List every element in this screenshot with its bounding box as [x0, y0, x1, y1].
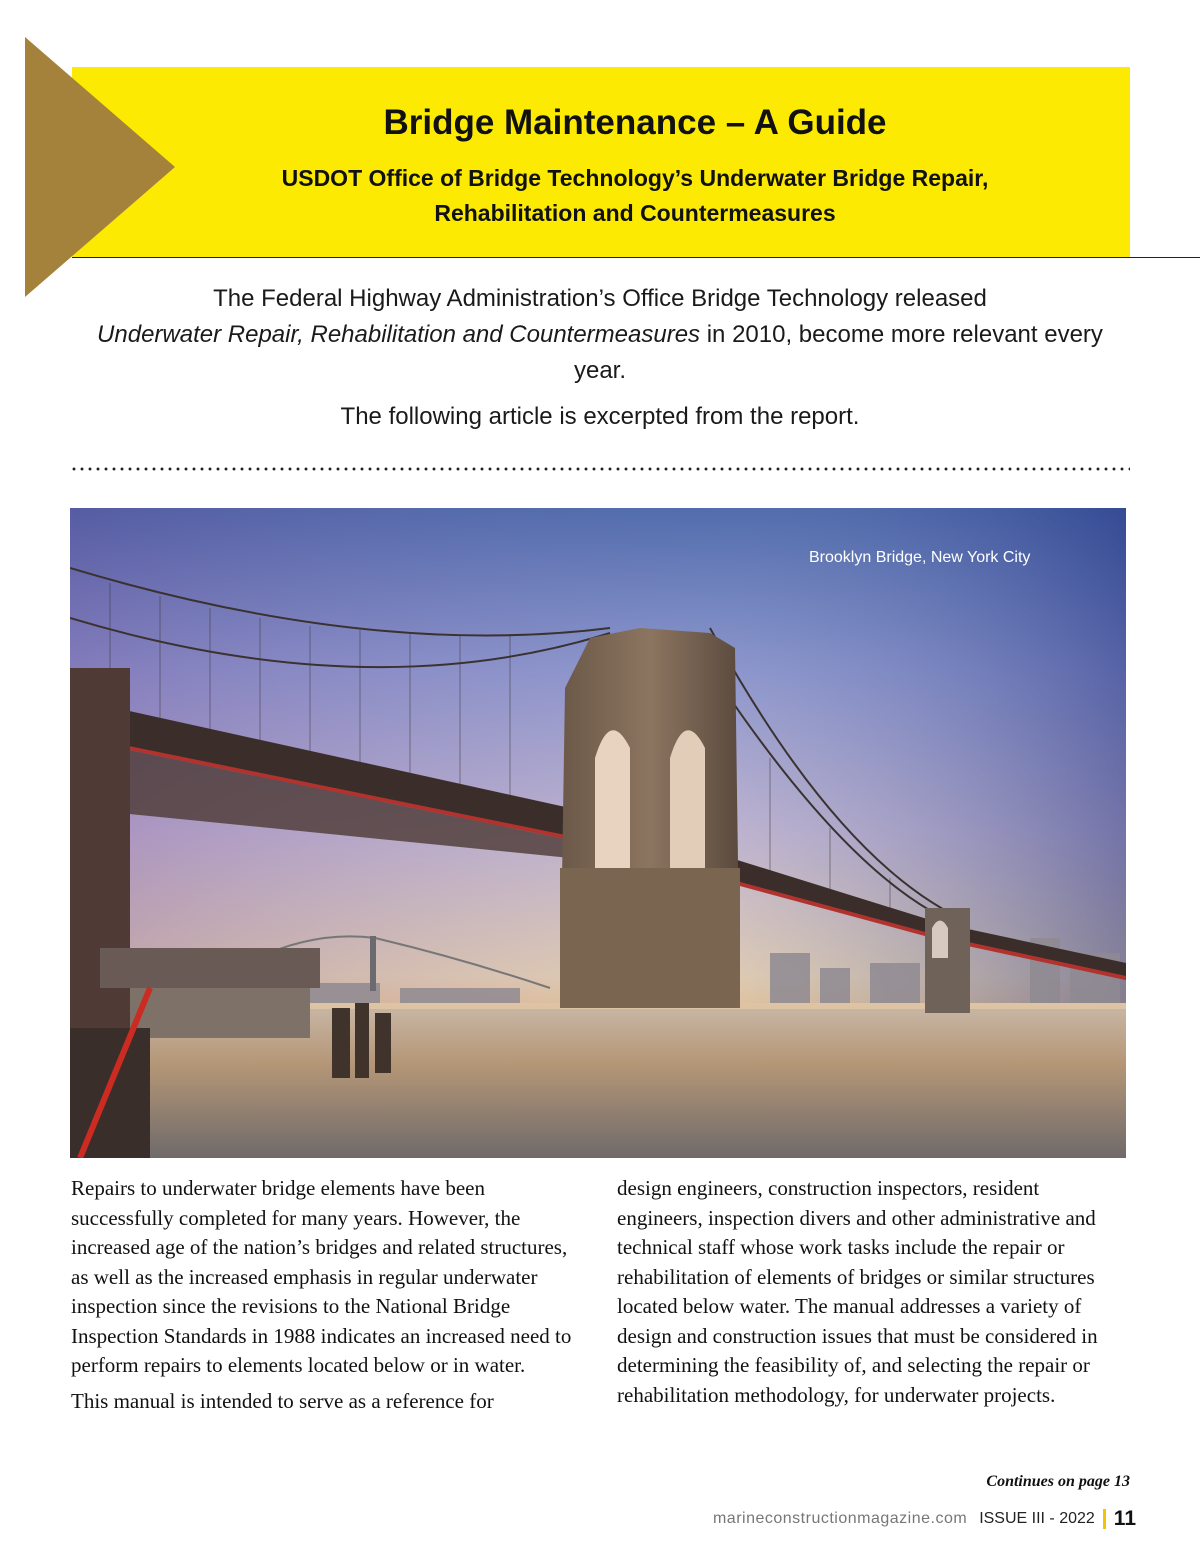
subtitle-line-2: Rehabilitation and Countermeasures [434, 200, 836, 226]
continues-note: Continues on page 13 [986, 1473, 1130, 1490]
footer-divider [1103, 1509, 1106, 1529]
body-column-1 [71, 1174, 583, 1416]
page-title: Bridge Maintenance – A Guide [383, 103, 887, 142]
photo-caption: Brooklyn Bridge, New York City [809, 549, 1031, 566]
bridge-illustration [70, 508, 1126, 1158]
body-column-2 [617, 1174, 1129, 1410]
subtitle-line-1: USDOT Office of Bridge Technology’s Underwater Bridge Repair, [281, 165, 989, 191]
footer-site: marineconstructionmagazine.com [712, 1510, 968, 1527]
subtitle [150, 161, 1120, 231]
page-footer [713, 1507, 1136, 1531]
intro-line-2: in 2010, become more relevant every year. [573, 321, 1103, 384]
body-paragraph: Repairs to underwater bridge elements have been successfully completed for many years. However, the increased age of the nation’s bridges and related structures, as well as the increased emphasis in regular underwater inspection since the revisions to the National Bridge Inspection Standards in 1988 indicates an increased need to perform repairs to elements located below or in water. [71, 1176, 572, 1377]
body-paragraph: This manual is intended to serve as a reference for [71, 1388, 494, 1413]
intro-paragraph [90, 281, 1110, 389]
page-number: 11 [1113, 1507, 1136, 1530]
bridge-photo [70, 508, 1126, 1158]
header-rule [72, 257, 1200, 258]
intro-text [90, 281, 1110, 435]
dotted-divider [70, 467, 1130, 471]
footer-issue: ISSUE III - 2022 [979, 1510, 1095, 1527]
report-title: Underwater Repair, Rehabilitation and Countermeasures [97, 321, 701, 348]
intro-line-1: The Federal Highway Administration’s Office Bridge Technology released [213, 285, 987, 312]
body-paragraph: design engineers, construction inspectors, resident engineers, inspection divers and other administrative and technical staff whose work tasks include the repair or rehabilitation of elements of bridges or similar structures located below water. The manual addresses a variety of design and construction issues that must be considered in determining the feasibility of, and selecting the repair or rehabilitation methodology, for underwater projects. [617, 1176, 1098, 1407]
intro-excerpt-note: The following article is excerpted from the report. [340, 403, 860, 430]
